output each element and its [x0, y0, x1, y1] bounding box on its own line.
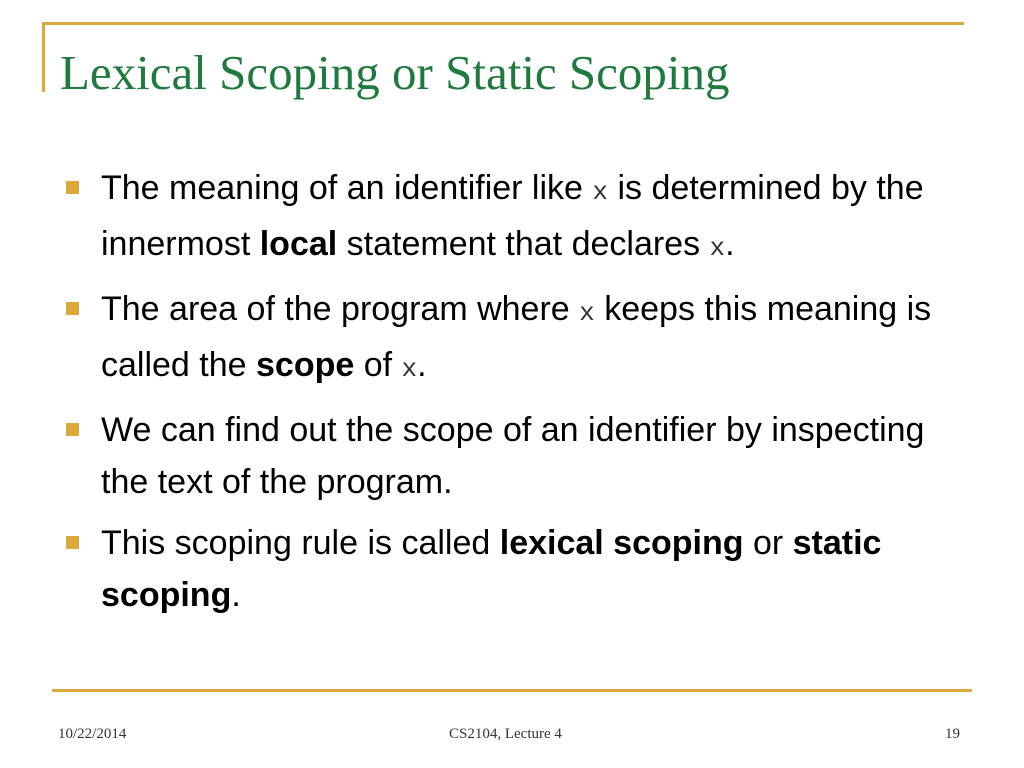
- square-bullet-icon: [66, 536, 79, 549]
- footer-date: 10/22/2014: [58, 726, 127, 742]
- bullet-text: The meaning of an identifier like: [101, 169, 593, 207]
- bullet-text: This scoping rule is called: [101, 524, 500, 562]
- footer-course: CS2104, Lecture 4: [449, 726, 562, 742]
- square-bullet-icon: [66, 302, 79, 315]
- bullet-item: [66, 517, 966, 621]
- bullet-text: .: [725, 225, 735, 263]
- bullet-text: The area of the program where: [101, 290, 580, 328]
- bullet-text: is determined by the innermost: [101, 169, 924, 263]
- bullet-text: .: [231, 576, 241, 614]
- bullet-text: or: [743, 524, 793, 562]
- frame-vertical-line: [42, 22, 45, 92]
- bullet-item: [66, 404, 966, 508]
- bullet-item: [66, 162, 966, 274]
- frame-top-line: [42, 22, 964, 25]
- bullet-item: [66, 283, 966, 395]
- bullet-text: .: [417, 346, 427, 384]
- bullet-text: keeps this meaning is called the: [101, 290, 932, 384]
- code-identifier: x: [592, 177, 608, 207]
- code-identifier: x: [579, 298, 595, 328]
- bullet-text: statement that declares: [337, 225, 710, 263]
- square-bullet-icon: [66, 181, 79, 194]
- bold-term: lexical scoping: [499, 524, 744, 562]
- code-identifier: x: [401, 354, 418, 384]
- footer-page-number: 19: [945, 726, 960, 742]
- bullet-text: We can find out the scope of an identifier by inspecting the text of the program.: [101, 411, 925, 501]
- bold-term: scope: [256, 346, 355, 384]
- bullet-list: [66, 162, 966, 630]
- footer-divider: [52, 689, 972, 692]
- bold-term: local: [259, 225, 338, 263]
- square-bullet-icon: [66, 423, 79, 436]
- bold-term: static scoping: [101, 524, 882, 614]
- slide-title: Lexical Scoping or Static Scoping: [60, 45, 730, 100]
- code-identifier: x: [709, 233, 726, 263]
- bullet-text: of: [354, 346, 402, 384]
